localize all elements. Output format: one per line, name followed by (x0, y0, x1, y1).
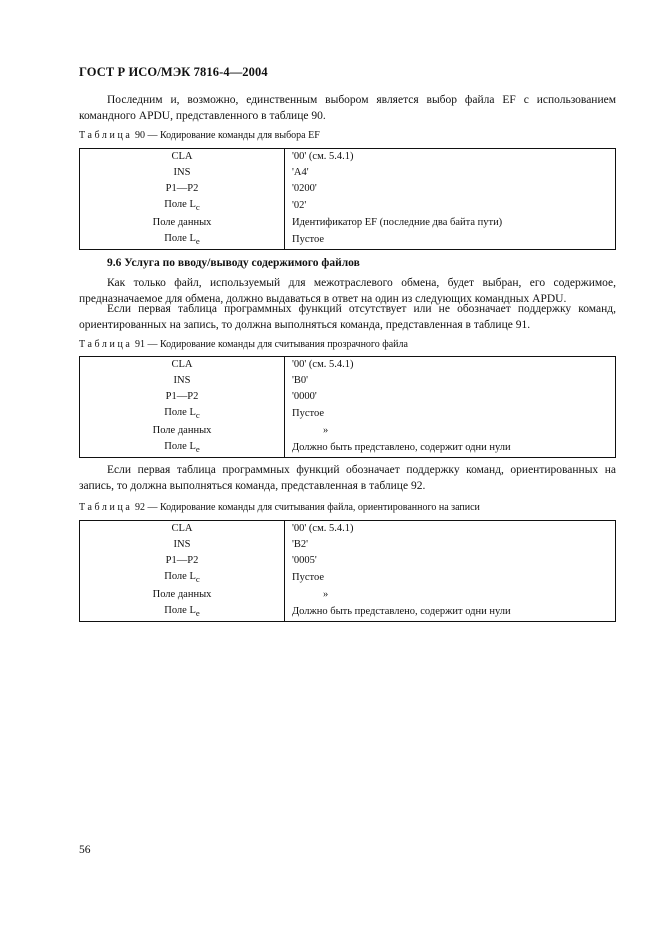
standard-header: ГОСТ Р ИСО/МЭК 7816-4—2004 (79, 65, 268, 79)
field-cell: CLA (80, 521, 285, 538)
value-cell: Пустое (285, 405, 616, 423)
value-cell: 'A4' (285, 165, 616, 181)
table-row (80, 405, 616, 423)
field-cell: P1—P2 (80, 553, 285, 569)
table-row (80, 149, 616, 166)
paragraph-3: Если первая таблица программных функций обозначает поддержку команд, ориентированных на запись, то должна выполняться команда, представленная в таблице 92. (79, 464, 616, 492)
table-91 (79, 356, 616, 458)
table-row (80, 439, 616, 458)
table-row (80, 357, 616, 374)
value-cell: '00' (см. 5.4.1) (285, 521, 616, 538)
table-row (80, 569, 616, 587)
section-paragraph-1: Как только файл, используемый для межотраслевого обмена, будет выбран, его содержимое, предназначаемое для обмена, должно выдаваться в ответ на один из следующих командных APDU. (79, 277, 616, 305)
subscript: c (195, 202, 200, 213)
value-cell: '02' (285, 197, 616, 215)
table-row (80, 181, 616, 197)
value-cell: Должно быть представлено, содержит одни нули (285, 439, 616, 458)
field-cell: P1—P2 (80, 181, 285, 197)
field-cell: Поле данных (80, 215, 285, 231)
table-90-caption (79, 130, 320, 141)
table-92-caption (79, 502, 480, 513)
field-cell: Поле $L_c$ (80, 569, 285, 587)
subscript: e (195, 444, 200, 455)
field-cell: INS (80, 165, 285, 181)
table-row (80, 215, 616, 231)
page-number: 56 (79, 844, 91, 856)
value-cell: '00' (см. 5.4.1) (285, 357, 616, 374)
field-cell: INS (80, 373, 285, 389)
value-cell: 'B2' (285, 537, 616, 553)
field-cell: Поле данных (80, 587, 285, 603)
value-cell: Пустое (285, 569, 616, 587)
table-row (80, 537, 616, 553)
caption-text: 92 — Кодирование команды для считывания файла, ориентированного на записи (134, 502, 480, 513)
subscript: c (195, 410, 200, 421)
caption-word: Таблица (79, 339, 133, 350)
value-cell: Должно быть представлено, содержит одни нули (285, 603, 616, 622)
field-cell: Поле $L_e$ (80, 231, 285, 250)
table-row (80, 603, 616, 622)
table-90 (79, 148, 616, 250)
field-cell: CLA (80, 357, 285, 374)
value-cell: Пустое (285, 231, 616, 250)
subscript: c (195, 574, 200, 585)
caption-text: 91 — Кодирование команды для считывания прозрачного файла (134, 339, 408, 350)
table-row (80, 165, 616, 181)
section-paragraph-2: Если первая таблица программных функций отсутствует или не обозначает поддержку команд, ориентированных на запись, то должна выполняться команда, представленная в таблице 91. (79, 303, 616, 331)
table-row (80, 373, 616, 389)
table-row (80, 553, 616, 569)
table-92 (79, 520, 616, 622)
section-heading: 9.6 Услуга по вводу/выводу содержимого файлов (107, 257, 360, 269)
caption-text: 90 — Кодирование команды для выбора EF (134, 130, 320, 141)
field-cell: Поле $L_c$ (80, 197, 285, 215)
table-row (80, 389, 616, 405)
table-row (80, 197, 616, 215)
field-cell: CLA (80, 149, 285, 166)
table-row (80, 423, 616, 439)
table-row (80, 521, 616, 538)
table-91-caption (79, 339, 408, 350)
value-cell: '0200' (285, 181, 616, 197)
value-cell: » (285, 423, 616, 439)
value-cell: '0000' (285, 389, 616, 405)
field-cell: Поле $L_c$ (80, 405, 285, 423)
table-row (80, 231, 616, 250)
value-cell: '00' (см. 5.4.1) (285, 149, 616, 166)
value-cell: '0005' (285, 553, 616, 569)
field-cell: INS (80, 537, 285, 553)
field-cell: Поле $L_e$ (80, 603, 285, 622)
subscript: e (195, 608, 200, 619)
caption-word: Таблица (79, 502, 133, 513)
caption-word: Таблица (79, 130, 133, 141)
value-cell: » (285, 587, 616, 603)
value-cell: Идентификатор EF (последние два байта пути) (285, 215, 616, 231)
table-row (80, 587, 616, 603)
field-cell: P1—P2 (80, 389, 285, 405)
value-cell: 'B0' (285, 373, 616, 389)
field-cell: Поле $L_e$ (80, 439, 285, 458)
intro-paragraph: Последним и, возможно, единственным выбором является выбор файла EF с использованием командного APDU, представленного в таблице 90. (79, 94, 616, 122)
field-cell: Поле данных (80, 423, 285, 439)
subscript: e (195, 236, 200, 247)
